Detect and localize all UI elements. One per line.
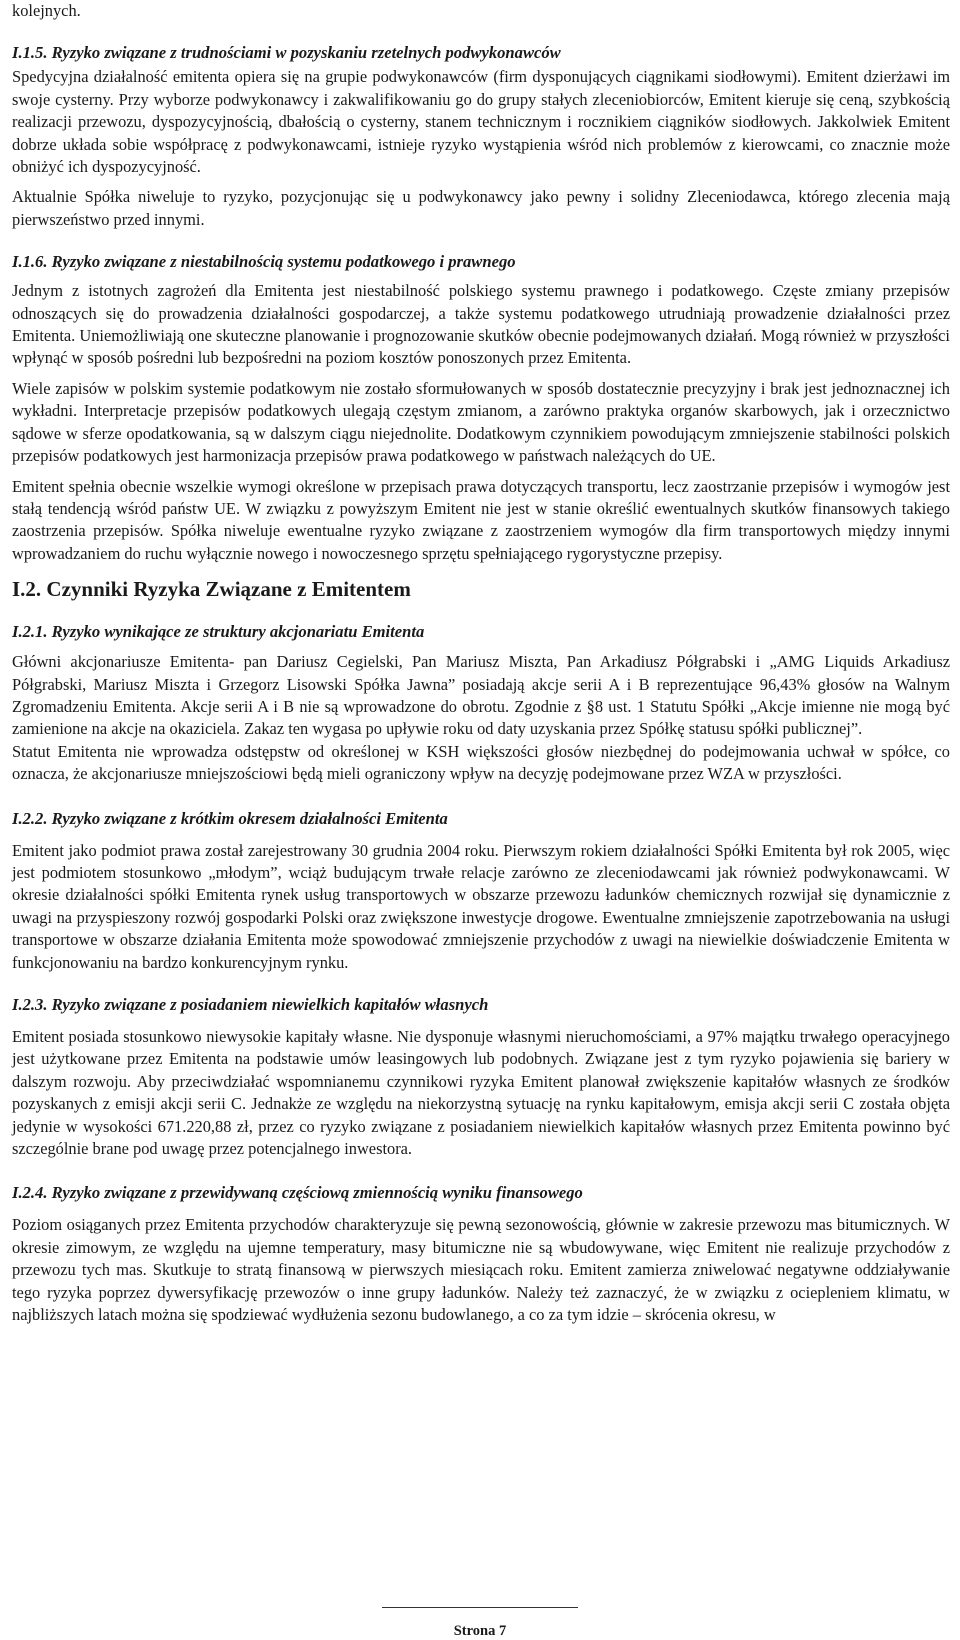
section-heading-i-2-4: I.2.4. Ryzyko związane z przewidywaną częściową zmiennością wyniku finansowego bbox=[12, 1183, 583, 1203]
section-heading-i-1-5: I.1.5. Ryzyko związane z trudnościami w pozyskaniu rzetelnych podwykonawców bbox=[12, 43, 561, 63]
section-heading-i-1-6: I.1.6. Ryzyko związane z niestabilnością systemu podatkowego i prawnego bbox=[12, 252, 516, 272]
document-page bbox=[12, 0, 950, 1326]
section-heading-i-2-3: I.2.3. Ryzyko związane z posiadaniem niewielkich kapitałów własnych bbox=[12, 995, 489, 1014]
paragraph: Aktualnie Spółka niweluje to ryzyko, pozycjonując się u podwykonawcy jako pewny i solidny Zleceniodawca, którego zlecenia mają pierwszeństwo przed innymi. bbox=[12, 187, 950, 229]
paragraph: Wiele zapisów w polskim systemie podatkowym nie zostało sformułowanych w sposób dostatecznie precyzyjny i brak jest jednoznacznej ich wykładni. Interpretacje przepisów podatkowych ulegają częstym zmianom, a zarówno praktyka organów skarbowych, jak i orzecznictwo sądowe w sferze opodatkowania, są w dalszym ciągu niejednolite. Dodatkowym czynnikiem powodującym zmniejszenie stabilności polskich przepisów podatkowych jest harmonizacja przepisów prawa podatkowego w państwach należących do UE. bbox=[12, 378, 950, 466]
paragraph: Poziom osiąganych przez Emitenta przychodów charakteryzuje się pewną sezonowością, głównie w zakresie przewozu mas bitumicznych. W okresie zimowym, ze względu na ujemne temperatury, masy bitumiczne nie są wbudowywane, więc Emitent nie realizuje przychodów z przewozu tych mas. Skutkuje to stratą finansową w pierwszych miesiącach roku. Emitent zamierza zniwelować negatywne oddziaływanie tego ryzyka poprzez dywersyfikację przewozów o inne grupy ładunków. Należy też zaznaczyć, że w związku z ociepleniem klimatu, w najbliższych latach można się spodziewać wydłużenia sezonu budowlanego, a co za tym idzie – skrócenia okresu, w bbox=[12, 1215, 950, 1325]
paragraph: Emitent jako podmiot prawa został zarejestrowany 30 grudnia 2004 roku. Pierwszym rokiem działalności Spółki Emitenta był rok 2005, więc jest podmiotem stosunkowo „młodym”, wciąż budującym trwałe relacje zarówno ze zleceniodawcami jak również podwykonawcami. W okresie działalności spółki Emitenta rynek usług transportowych w obszarze przewozu ładunków chemicznych rozwijał się dynamicznie z uwagi na przyspieszony rozwój gospodarki Polski oraz zwiększone inwestycje drogowe. Ewentualne zmniejszenie zapotrzebowania na usługi transportowe w obszarze działania Emitenta może spowodować zmniejszenie przychodów z uwagi na niewielkie doświadczenie Emitenta w funkcjonowaniu na bardzo konkurencyjnym rynku. bbox=[12, 840, 950, 972]
paragraph: Statut Emitenta nie wprowadza odstępstw od określonej w KSH większości głosów niezbędnej do podejmowania uchwał w spółce, co oznacza, że akcjonariusze mniejszościowi będą mieli ograniczony wpływ na decyzję podejmowane przez WZA w przyszłości. bbox=[12, 741, 950, 784]
paragraph: Emitent posiada stosunkowo niewysokie kapitały własne. Nie dysponuje własnymi nieruchomościami, a 97% majątku trwałego operacyjnego jest użytkowane przez Emitenta na podstawie umów leasingowych lub podobnych. Związane jest z tym ryzyko pojawienia się bariery w dalszym rozwoju. Aby przeciwdziałać wspomnianemu czynnikowi ryzyka Emitent planował zwiększenie kapitałów własnych ze środków pozyskanych z emisji akcji serii C. Jednakże ze względu na niekorzystną sytuację na rynku kapitałowym, emisja akcji serii C została objęta jedynie w wysokości 671.220,88 zł, przez co ryzyko związane z posiadaniem niewielkich kapitałów własnych przez Emitenta powinno być szczególnie brane pod uwagę przez potencjalnego inwestora. bbox=[12, 1027, 950, 1159]
section-heading-i-2-1: I.2.1. Ryzyko wynikające ze struktury akcjonariatu Emitenta bbox=[12, 622, 425, 642]
paragraph-continuation: kolejnych. bbox=[12, 1, 81, 20]
section-heading-i-2-2: I.2.2. Ryzyko związane z krótkim okresem działalności Emitenta bbox=[12, 808, 448, 828]
paragraph: Jednym z istotnych zagrożeń dla Emitenta jest niestabilność polskiego systemu prawnego i podatkowego. Częste zmiany przepisów odnoszących się do prowadzenia działalności gospodarczej, a także systemu podatkowego utrudniają prowadzenie działalności przez Emitenta. Uniemożliwiają one skuteczne planowanie i prognozowanie skutków obecnie podejmowanych działań. Mogą również w przyszłości wpłynąć w sposób pośredni lub bezpośredni na poziom kosztów ponoszonych przez Emitenta. bbox=[12, 281, 950, 368]
paragraph: Główni akcjonariusze Emitenta- pan Dariusz Cegielski, Pan Mariusz Miszta, Pan Arkadiusz Półgrabski i „AMG Liquids Arkadiusz Półgrabski, Mariusz Miszta i Grzegorz Lisowski Spółka Jawna” posiadają akcje serii A i B reprezentujące 96,43% głosów na Walnym Zgromadzeniu Emitenta. Akcje serii A i B nie są wprowadzone do obrotu. Zgodnie z §8 ust. 1 Statutu Spółki „Akcje imienne nie mogą być zamienione na akcje na okaziciela. Zakaz ten wygasa po upływie roku od daty uzyskania przez Spółkę statusu spółki publicznej”. bbox=[12, 652, 950, 739]
paragraph: Emitent spełnia obecnie wszelkie wymogi określone w przepisach prawa dotyczących transportu, lecz zaostrzanie przepisów i wymogów jest stałą tendencją wśród państw UE. W związku z powyższym Emitent nie jest w stanie określić ewentualnych skutków finansowych takiego zaostrzenia przepisów. Spółka niweluje ewentualne ryzyko związane z zaostrzeniem wymogów dla firm transportowych między innymi wprowadzaniem do ruchu wyłącznie nowego i nowoczesnego sprzętu spełniającego rygorystyczne przepisy. bbox=[12, 476, 950, 563]
footer-divider bbox=[382, 1607, 578, 1608]
page-number: Strona 7 bbox=[453, 1623, 507, 1639]
paragraph: Spedycyjna działalność emitenta opiera się na grupie podwykonawców (firm dysponujących ciągnikami siodłowymi). Emitent dzierżawi im swoje cysterny. Przy wyborze podwykonawcy i zakwalifikowaniu go do grupy stałych zleceniobiorców, Emitent kieruje się ceną, szybkością realizacji przewozu, dyspozycyjnością, dbałością o cysterny, stanem technicznym i rocznikiem ciągników siodłowych. Jakkolwiek Emitent dobrze układa sobie współpracę z podwykonawcami, istnieje ryzyko wystąpienia wśród nich problemów z kierowcami, co znacznie może obniżyć ich dyspozycyjność. bbox=[12, 67, 950, 177]
page-footer bbox=[0, 1607, 960, 1640]
chapter-heading-i-2: I.2. Czynniki Ryzyka Związane z Emitentem bbox=[12, 577, 411, 602]
